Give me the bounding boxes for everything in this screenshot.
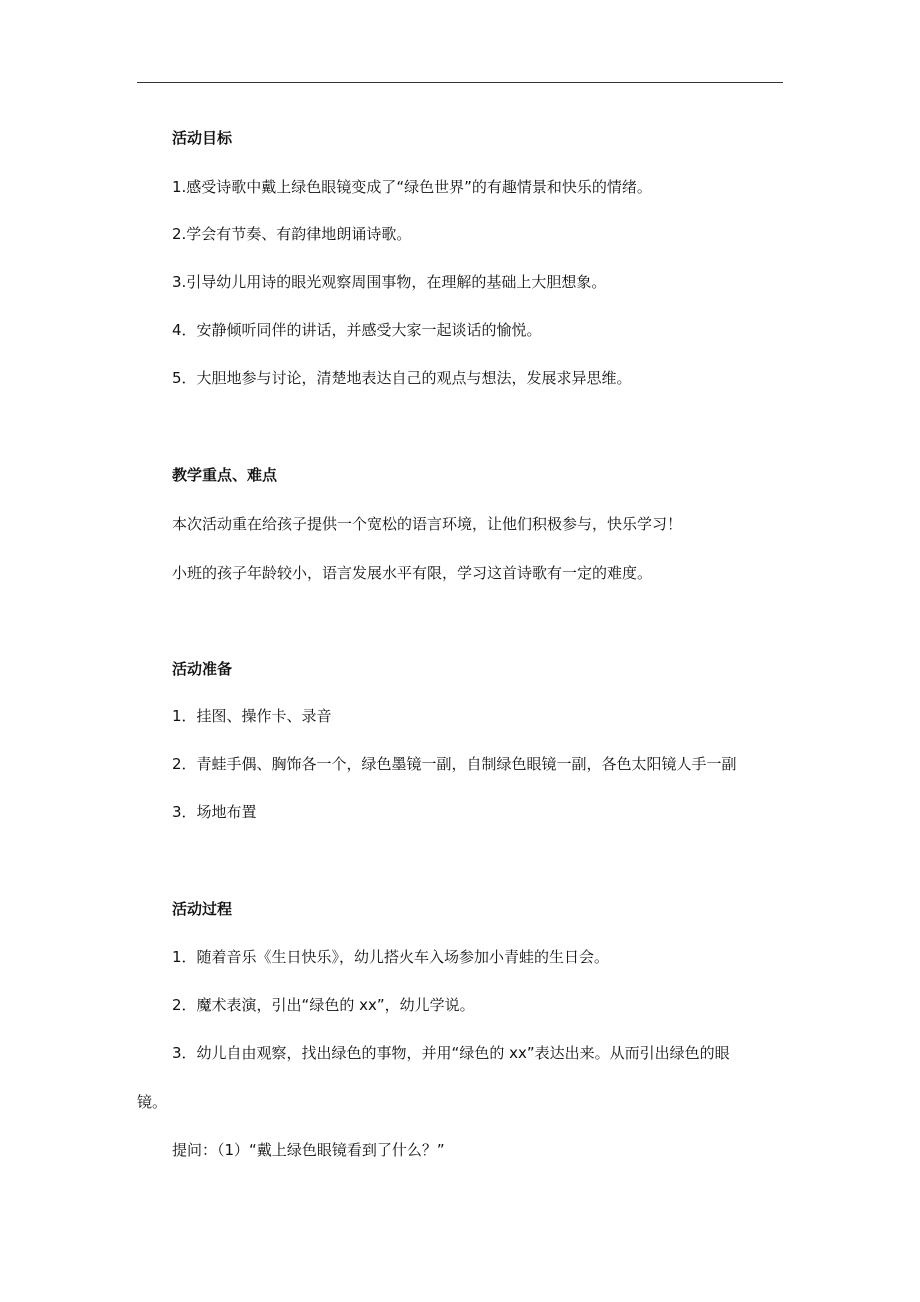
process-item-1: 1．随着音乐《生日快乐》，幼儿搭火车入场参加小青蛙的生日会。 [172, 948, 610, 966]
process-item-2: 2．魔术表演，引出“绿色的 xx”，幼儿学说。 [172, 996, 475, 1014]
goal-item-3: 3.引导幼儿用诗的眼光观察周围事物，在理解的基础上大胆想象。 [172, 273, 607, 291]
prep-item-1: 1．挂图、操作卡、录音 [172, 707, 332, 725]
section-heading-goals: 活动目标 [172, 129, 233, 147]
process-question-1: 提问：（1）“戴上绿色眼镜看到了什么？” [172, 1141, 445, 1159]
section-heading-focus: 教学重点、难点 [172, 466, 278, 484]
focus-item-2: 小班的孩子年龄较小，语言发展水平有限，学习这首诗歌有一定的难度。 [172, 564, 653, 582]
focus-item-1: 本次活动重在给孩子提供一个宽松的语言环境，让他们积极参与，快乐学习！ [172, 515, 683, 533]
goal-item-2: 2.学会有节奏、有韵律地朗诵诗歌。 [172, 225, 412, 243]
prep-item-2: 2．青蛙手偶、胸饰各一个，绿色墨镜一副，自制绿色眼镜一副，各色太阳镜人手一副 [172, 755, 737, 773]
goal-item-5: 5．大胆地参与讨论，清楚地表达自己的观点与想法，发展求异思维。 [172, 369, 632, 387]
section-heading-process: 活动过程 [172, 900, 233, 918]
goal-item-1: 1.感受诗歌中戴上绿色眼镜变成了“绿色世界”的有趣情景和快乐的情绪。 [172, 178, 652, 196]
header-rule [137, 82, 783, 83]
process-item-3-continued: 镜。 [137, 1093, 168, 1111]
goal-item-4: 4．安静倾听同伴的讲话，并感受大家一起谈话的愉悦。 [172, 321, 542, 339]
process-item-3: 3．幼儿自由观察，找出绿色的事物，并用“绿色的 xx”表达出来。从而引出绿色的眼 [172, 1044, 730, 1062]
prep-item-3: 3．场地布置 [172, 803, 257, 821]
section-heading-preparation: 活动准备 [172, 660, 233, 678]
